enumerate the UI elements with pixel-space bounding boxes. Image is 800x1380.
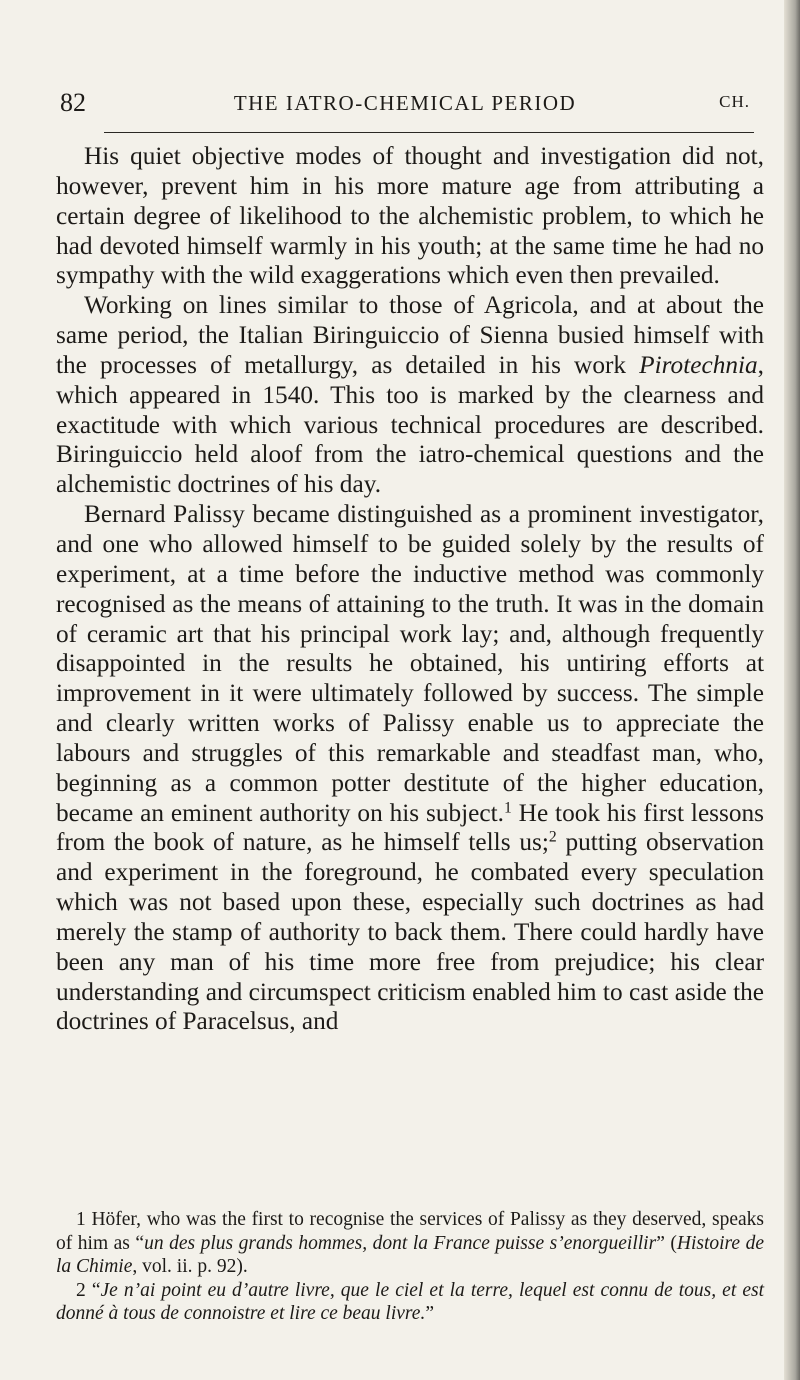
italic-text: un des plus grands hommes, dont la France puisse s’enorgueillir (144, 1232, 657, 1254)
text-run: His quiet objective modes of thought and investigation did not, however, prevent him in his more mature age from attributing a certain degree of likelihood to the alchemistic problem, to which he had devoted himself warmly in his youth; at the same time he had no sympathy with the wild exaggerations which even then prevailed. (56, 142, 764, 290)
footnote (56, 1279, 764, 1326)
text-run: 2 “ (76, 1279, 101, 1301)
text-run: ” (425, 1303, 434, 1324)
italic-text: Histoire de la Chimie (56, 1232, 765, 1277)
page-header (60, 88, 750, 128)
text-run: Bernard Palissy became distinguished as a prominent investigator, and one who allowed himself to be guided solely by the results of experiment, at a time before the inductive method was commonly recognised as the means of attaining to the truth. It was in the domain of ceramic art that his principal work lay; and, although frequently disappointed in the results he obtained, his untiring efforts at improvement in it were ultimately followed by success. The simple and clearly written works of Palissy enable us to appreciate the labours and struggles of this remarkable and steadfast man, who, beginning as a common potter destitute of the higher education, became an eminent authority on his subject. (56, 500, 764, 827)
running-head: THE IATRO-CHEMICAL PERIOD (233, 91, 577, 115)
text-run: ” ( (656, 1232, 677, 1254)
text-run: 1 Höfer, who was the first to recognise the services of Palissy as they deserved, speaks of him as “ (56, 1209, 764, 1254)
footnote-ref: 1 (503, 798, 512, 816)
paragraph (56, 142, 764, 291)
paragraph (56, 291, 764, 500)
body-text (56, 142, 764, 1037)
footnote (56, 1208, 764, 1279)
text-run: , which appeared in 1540. This too is marked by the clearness and exactitude with which various technical procedures are described. Biringuiccio held aloof from the iatro-chemical questions and the alchemistic doctrines of his day. (56, 350, 764, 499)
footnote-ref: 2 (548, 828, 557, 846)
text-run: , vol. ii. p. 92). (132, 1256, 248, 1277)
italic-text: Pirotechnia (639, 350, 758, 379)
text-run: Working on lines similar to those of Agricola, and at about the same period, the Italian Biringuiccio of Sienna busied himself with the processes of metallurgy, as detailed in his work (56, 291, 764, 379)
page-edge-shadow (784, 0, 800, 1380)
page-number: 82 (60, 88, 86, 117)
text-run: He took his first lessons from the book of nature, as he himself tells us; (56, 798, 765, 857)
text-run: putting observation and experiment in the foreground, he combated every speculation which was not based upon these, especially such doctrines as had merely the stamp of authority to back them. There could hardly have been any man of his time more free from prejudice; his clear understanding and circumspect criticism enabled him to cast aside the doctrines of Paracelsus, and (56, 828, 764, 1036)
chapter-abbreviation: CH. (719, 92, 750, 111)
header-rule (104, 132, 754, 133)
paragraph (56, 500, 764, 1037)
footnotes (56, 1208, 764, 1326)
italic-text: Je n’ai point eu d’autre livre, que le ciel et la terre, lequel est connu de tous, et est donné à tous de connoistre et lire ce beau livre. (56, 1279, 765, 1324)
